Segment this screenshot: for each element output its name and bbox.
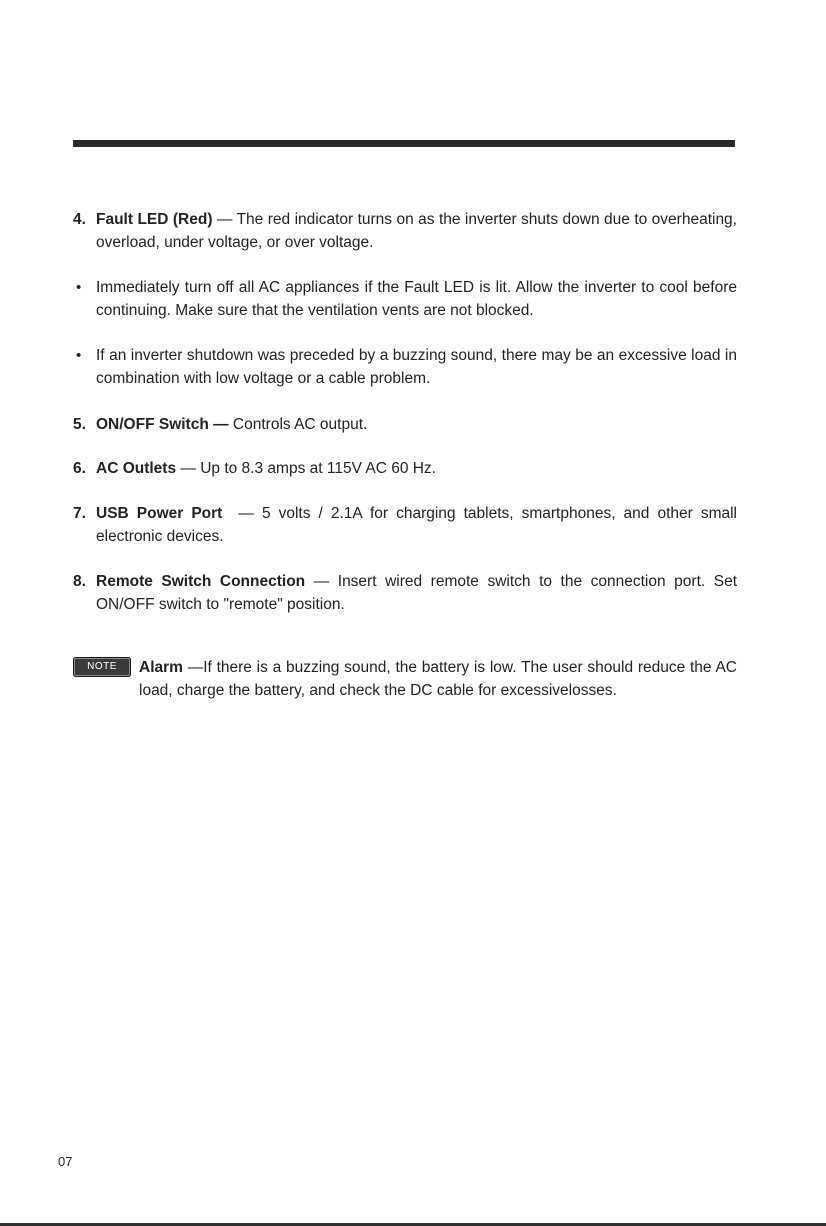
list-item-remote-switch	[73, 570, 737, 616]
item-label: AC Outlets	[96, 460, 177, 477]
item-text: — 5 volts / 2.1A for charging tablets, smartphones, and other small electronic devices.	[96, 505, 742, 545]
bullet-icon: •	[76, 347, 82, 364]
item-label: USB Power Port	[96, 505, 223, 522]
list-item-ac-outlets	[73, 457, 737, 480]
list-item-bullet-shutdown	[73, 344, 737, 390]
list-item-bullet-immediately	[73, 276, 737, 322]
note-body	[139, 656, 737, 702]
item-text: — The red indicator turns on as the inverter shuts down due to overheating, overload, under voltage, or over voltage.	[96, 211, 737, 251]
bullet-icon: •	[76, 279, 82, 296]
item-number: 6.	[73, 460, 86, 477]
list-item-fault-led	[73, 208, 737, 254]
item-number: 4.	[73, 211, 86, 228]
item-text: If an inverter shutdown was preceded by a buzzing sound, there may be an excessive load in combination with low voltage or a cable problem.	[96, 347, 737, 387]
page-number: 07	[58, 1154, 73, 1169]
item-number: 5.	[73, 416, 86, 433]
item-body	[96, 502, 742, 548]
item-label: ON/OFF Switch —	[96, 416, 229, 433]
item-number: 7.	[73, 505, 86, 522]
list-item-usb-power-port	[73, 502, 742, 548]
item-label: Fault LED (Red)	[96, 211, 213, 228]
item-body	[96, 570, 737, 616]
note-badge: NOTE	[73, 657, 131, 677]
item-body	[96, 208, 737, 254]
note-alarm	[73, 656, 737, 702]
item-text: — Up to 8.3 amps at 115V AC 60 Hz.	[176, 460, 436, 477]
item-number: 8.	[73, 573, 86, 590]
item-body	[96, 413, 737, 436]
item-body	[96, 344, 737, 390]
list-item-on-off-switch	[73, 413, 737, 436]
header-rule	[73, 140, 735, 147]
note-label: Alarm	[139, 659, 183, 676]
item-label: Remote Switch Connection	[96, 573, 306, 590]
item-text: Controls AC output.	[228, 416, 368, 433]
item-text: — Insert wired remote switch to the connection port. Set ON/OFF switch to "remote" position.	[96, 573, 738, 613]
item-text: Immediately turn off all AC appliances if the Fault LED is lit. Allow the inverter to cool before continuing. Make sure that the ventilation vents are not blocked.	[96, 279, 737, 319]
item-body	[96, 457, 737, 480]
item-body	[96, 276, 737, 322]
note-text: —If there is a buzzing sound, the battery is low. The user should reduce the AC load, charge the battery, and check the DC cable for excessivelosses.	[139, 659, 737, 699]
